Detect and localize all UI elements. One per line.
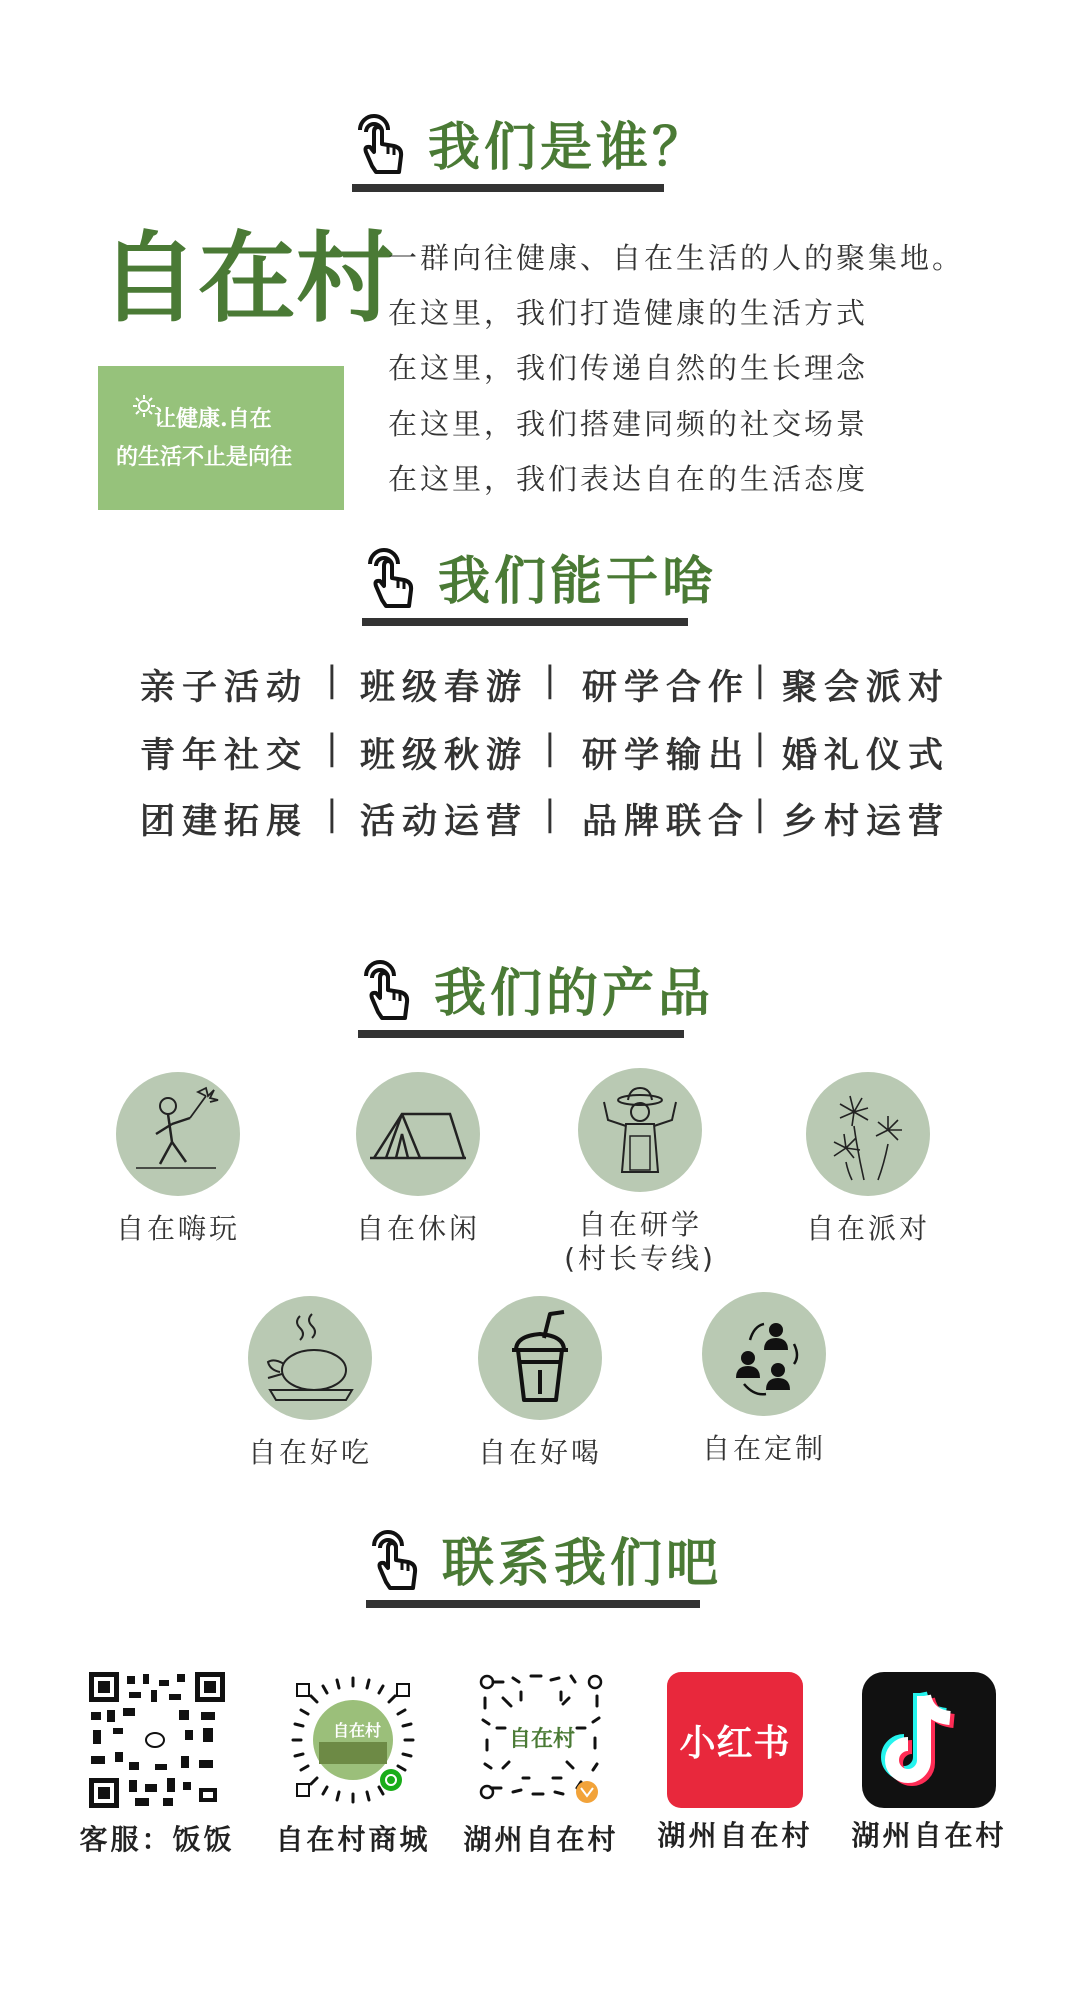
product-circle (116, 1072, 240, 1196)
product-item[interactable] (318, 1072, 518, 1246)
section-header-what (362, 548, 719, 628)
contact-label: 自在村商城 (275, 1823, 431, 1856)
svg-text:自在村: 自在村 (509, 1726, 576, 1752)
contact-label: 湖州自在村 (463, 1823, 619, 1856)
fireworks-icon (818, 1084, 918, 1184)
product-item[interactable] (78, 1072, 278, 1246)
section-header-contact (366, 1530, 723, 1610)
drink-cup-icon (490, 1308, 590, 1408)
section-title: 我们的产品 (434, 964, 715, 1024)
intro-line: 在这里，我们表达自在的生活态度 (388, 462, 869, 496)
section-header-products (358, 960, 715, 1040)
intro-line: 在这里，我们搭建同频的社交场景 (388, 407, 869, 441)
child-pinwheel-icon (128, 1084, 228, 1184)
service-item: 团建拓展 (140, 802, 309, 842)
product-item[interactable] (440, 1296, 640, 1470)
service-row (140, 794, 960, 842)
intro-line: 在这里，我们传递自然的生长理念 (388, 351, 869, 385)
service-row (140, 660, 960, 708)
product-circle (578, 1068, 702, 1192)
intro-line: 在这里，我们打造健康的生活方式 (388, 296, 869, 330)
section-underline (358, 1030, 684, 1038)
contact-mini-program[interactable] (258, 1672, 448, 1858)
product-label (540, 1208, 740, 1276)
contact-wechat[interactable] (62, 1672, 252, 1858)
village-chief-icon (590, 1080, 690, 1180)
contact-label: 湖州自在村 (657, 1819, 813, 1852)
douyin-logo-icon (862, 1672, 996, 1808)
service-separator: | (544, 728, 556, 768)
contact-label: 客服：饭饭 (79, 1823, 235, 1856)
contact-weibo[interactable] (446, 1668, 636, 1858)
section-underline (362, 618, 688, 626)
svg-text:自在村: 自在村 (333, 1721, 382, 1740)
hand-pointer-icon (362, 548, 426, 612)
section-title: 联系我们吧 (442, 1534, 723, 1594)
intro-line: 一群向往健康、自在生活的人的聚集地。 (388, 241, 965, 275)
product-label: 自在休闲 (355, 1212, 480, 1245)
product-circle (248, 1296, 372, 1420)
service-separator: | (754, 660, 766, 700)
service-separator: | (326, 728, 338, 768)
slogan-line-2: 的生活不止是向往 (116, 444, 293, 470)
product-label: 自在派对 (805, 1212, 930, 1245)
section-title: 我们是谁？ (428, 118, 709, 178)
service-item: 研学输出 (582, 736, 751, 776)
product-item[interactable] (768, 1072, 968, 1246)
service-item: 乡村运营 (782, 802, 951, 842)
service-separator: | (544, 794, 556, 834)
contact-xiaohongshu[interactable] (640, 1672, 830, 1854)
product-label: 自在好吃 (247, 1436, 372, 1469)
contact-douyin[interactable] (834, 1672, 1024, 1854)
service-item: 聚会派对 (782, 668, 951, 708)
roast-chicken-icon (260, 1308, 360, 1408)
service-item: 品牌联合 (582, 802, 751, 842)
service-item: 班级春游 (360, 668, 529, 708)
section-underline (352, 184, 664, 192)
product-label: 自在定制 (701, 1432, 826, 1465)
product-circle (806, 1072, 930, 1196)
hand-pointer-icon (358, 960, 422, 1024)
mini-program-code-icon (285, 1672, 421, 1808)
service-item: 婚礼仪式 (782, 736, 951, 776)
product-item[interactable] (210, 1296, 410, 1470)
product-label: 自在嗨玩 (115, 1212, 240, 1245)
slogan-card (98, 366, 344, 510)
hand-pointer-icon (366, 1530, 430, 1594)
service-separator: | (754, 794, 766, 834)
service-separator: | (326, 660, 338, 700)
product-circle (356, 1072, 480, 1196)
product-circle (702, 1292, 826, 1416)
service-item: 青年社交 (140, 736, 309, 776)
product-item[interactable] (540, 1068, 740, 1276)
service-separator: | (326, 794, 338, 834)
weibo-qr-icon (473, 1668, 609, 1808)
sun-icon (132, 394, 156, 418)
section-header-who (352, 114, 709, 194)
product-circle (478, 1296, 602, 1420)
product-label-sub: (村长专线) (564, 1242, 716, 1275)
product-label: 自在好喝 (477, 1436, 602, 1469)
service-separator: | (544, 660, 556, 700)
service-item: 班级秋游 (360, 736, 529, 776)
logo-text: 自在村 (100, 221, 395, 336)
contact-label: 湖州自在村 (851, 1819, 1007, 1852)
service-row (140, 728, 960, 776)
product-item[interactable] (664, 1292, 864, 1466)
service-item: 研学合作 (582, 668, 751, 708)
tent-icon (368, 1084, 468, 1184)
section-title: 我们能干啥 (438, 552, 719, 612)
xiaohongshu-logo-icon (667, 1672, 803, 1808)
slogan-line-1: 让健康.自在 (154, 406, 272, 432)
section-underline (366, 1600, 700, 1608)
hand-pointer-icon (352, 114, 416, 178)
service-item: 活动运营 (360, 802, 529, 842)
product-label-main: 自在研学 (577, 1208, 702, 1241)
wechat-qr-icon (89, 1672, 225, 1808)
xiaohongshu-logo-text: 小红书 (679, 1722, 791, 1764)
service-item: 亲子活动 (140, 668, 309, 708)
brand-logo (96, 200, 395, 340)
people-network-icon (714, 1304, 814, 1404)
service-separator: | (754, 728, 766, 768)
